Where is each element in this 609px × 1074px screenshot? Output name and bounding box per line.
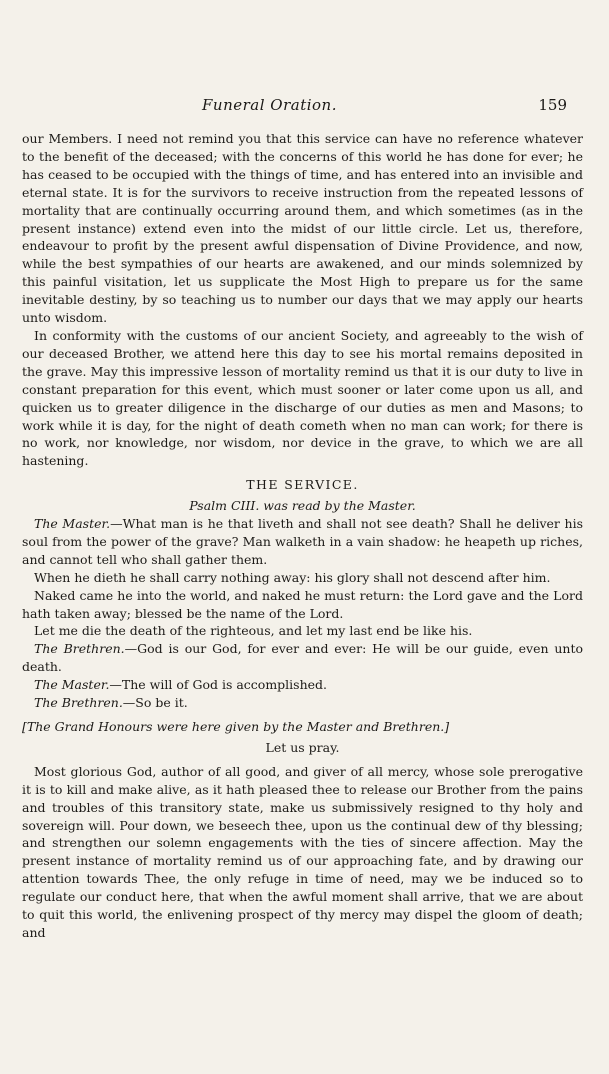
running-head: Funeral Oration. bbox=[202, 96, 337, 114]
grand-honours-rubric: [The Grand Honours were here given by the Master and Brethren.] bbox=[22, 719, 450, 734]
verse-naked: Naked came he into the world, and naked he must return: the Lord gave and the Lord hath taken away; blessed be the name of the Lord. bbox=[22, 587, 583, 621]
paragraph-conformity: In conformity with the customs of our ancient Society, and agreeably to the wish of our deceased Brother, we attend here this day to see his mortal remains deposited in the grave. May this impressive lesson of mortality remind us that it is our duty to live in constant preparation for this event, which must sooner or later come upon us all, and quicken us to greater diligence in the discharge of our duties as men and Masons; to work while it is day, for the night of death cometh when no man can work; for there is no work, nor knowledge, nor wisdom, nor device in the grave, to which we are all hastening. bbox=[22, 327, 583, 469]
master-response-1 bbox=[22, 515, 583, 569]
verse-dieth: When he dieth he shall carry nothing away: his glory shall not descend after him. bbox=[34, 569, 551, 585]
speaker-master: The Master. bbox=[34, 677, 110, 693]
brethren-response-2 bbox=[22, 694, 583, 712]
master-response-2-text: —The will of God is accomplished. bbox=[109, 677, 328, 693]
master-response-1-text: —What man is he that liveth and shall not see death? Shall he deliver his soul from the power of the grave? Man walketh in a vain shadow: he heapeth up riches, and cannot tell who shall gather them. bbox=[22, 516, 584, 567]
speaker-brethren: The Brethren. bbox=[34, 695, 123, 711]
page-header bbox=[22, 96, 583, 122]
page-number: 159 bbox=[538, 96, 567, 114]
brethren-response-2-text: —So be it. bbox=[122, 695, 188, 711]
prayer-paragraph: Most glorious God, author of all good, and giver of all mercy, whose sole prerogative it is to kill and make alive, as it hath pleased thee to release our Brother from the pains and troubles of this transitory state, make us submissively resigned to thy holy and sovereign will. Pour down, we beseech thee, upon us the continual dew of thy blessing; and strengthen our solemn engagements with the ties of sincere affection. May the present instance of mortality remind us of our approaching fate, and by drawing our attention towards Thee, the only refuge in time of need, may we be induced so to regulate our conduct here, that when the awful moment shall arrive, that we are about to quit this world, the enlivening prospect of thy mercy may dispel the gloom of death; and bbox=[22, 763, 583, 940]
master-response-2 bbox=[22, 676, 583, 694]
speaker-brethren: The Brethren. bbox=[34, 641, 125, 657]
psalm-rubric: Psalm CIII. was read by the Master. bbox=[189, 498, 416, 514]
brethren-response-1 bbox=[22, 640, 583, 676]
verse-righteous: Let me die the death of the righteous, and let my last end be like his. bbox=[34, 623, 473, 639]
speaker-master: The Master. bbox=[34, 516, 111, 532]
section-heading-service: THE SERVICE. bbox=[246, 477, 359, 493]
page-body bbox=[22, 130, 583, 942]
let-us-pray-heading: Let us pray. bbox=[265, 739, 340, 755]
brethren-response-1-text: —God is our God, for ever and ever: He will be our guide, even unto death. bbox=[22, 641, 583, 675]
paragraph-opening: our Members. I need not remind you that this service can have no reference whatever to the benefit of the deceased; with the concerns of this world he has done for ever; he has ceased to be occupied with the things of time, and has entered into an invisible and eternal state. It is for the survivors to receive instruction from the repeated lessons of mortality that are continually occurring around them, and which sometimes (as in the present instance) extend even into the midst of our little circle. Let us, therefore, endeavour to profit by the present awful dispensation of Divine Providence, and now, while the best sympathies of our hearts are awakened, and our minds solemnized by this painful visitation, let us supplicate the Most High to prepare us for the same inevitable destiny, by so teaching us to number our days that we may apply our hearts unto wisdom. bbox=[22, 131, 583, 326]
